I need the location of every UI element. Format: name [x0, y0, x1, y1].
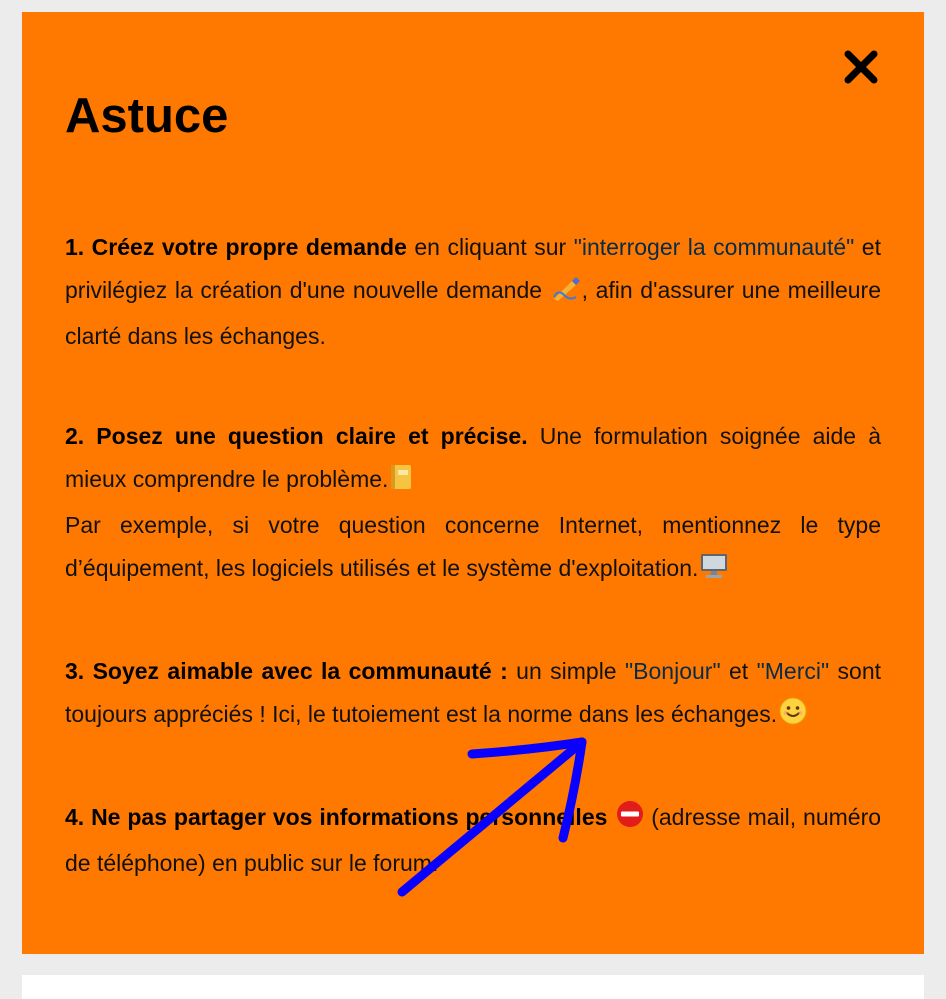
tip-1-text-b: et privilégiez la création d'une nouvelle demande	[65, 234, 881, 303]
tip-3-heading: 3. Soyez aimable avec la communauté :	[65, 658, 508, 684]
tip-2	[65, 415, 881, 593]
tip-1	[65, 226, 881, 358]
close-button[interactable]	[844, 50, 878, 84]
tip-2-heading: 2. Posez une question claire et précise.	[65, 423, 528, 449]
writing-hand-icon	[552, 272, 582, 315]
tip-4	[65, 796, 881, 885]
no-entry-icon	[616, 799, 644, 842]
tip-3-text: un simple	[507, 658, 625, 684]
tip-1-text: en cliquant sur	[406, 234, 574, 260]
smiling-face-icon	[779, 696, 807, 739]
notebook-icon	[390, 461, 412, 504]
close-icon	[844, 50, 878, 84]
tip-modal	[22, 12, 924, 954]
tip-3	[65, 650, 881, 739]
tip-3-text-b: et	[720, 658, 757, 684]
tip-3-text-c: sont toujours appréciés ! Ici, le tutoiement est la norme dans les échanges.	[65, 658, 882, 727]
page-content-card	[22, 975, 924, 999]
tip-4-text: (adresse mail, numéro de téléphone) en public sur le forum.	[65, 804, 882, 876]
tip-2-text: Une formulation soignée aide à mieux comprendre le problème.	[65, 423, 881, 492]
ask-community-link[interactable]: "interroger la communauté"	[573, 234, 855, 260]
modal-title: Astuce	[65, 89, 229, 143]
tip-1-text-c: , afin d'assurer une meilleure clarté dans les échanges.	[65, 277, 882, 349]
bonjour-quote: "Bonjour"	[625, 658, 721, 684]
tip-4-heading: 4. Ne pas partager vos informations personnelles	[65, 804, 608, 830]
merci-quote: "Merci"	[756, 658, 830, 684]
tip-1-heading: 1. Créez votre propre demande	[65, 234, 407, 260]
tip-2-example: Par exemple, si votre question concerne Internet, mentionnez le type d’équipement, les logiciels utilisés et le système d'exploitation.	[65, 512, 881, 581]
desktop-computer-icon	[700, 550, 728, 593]
